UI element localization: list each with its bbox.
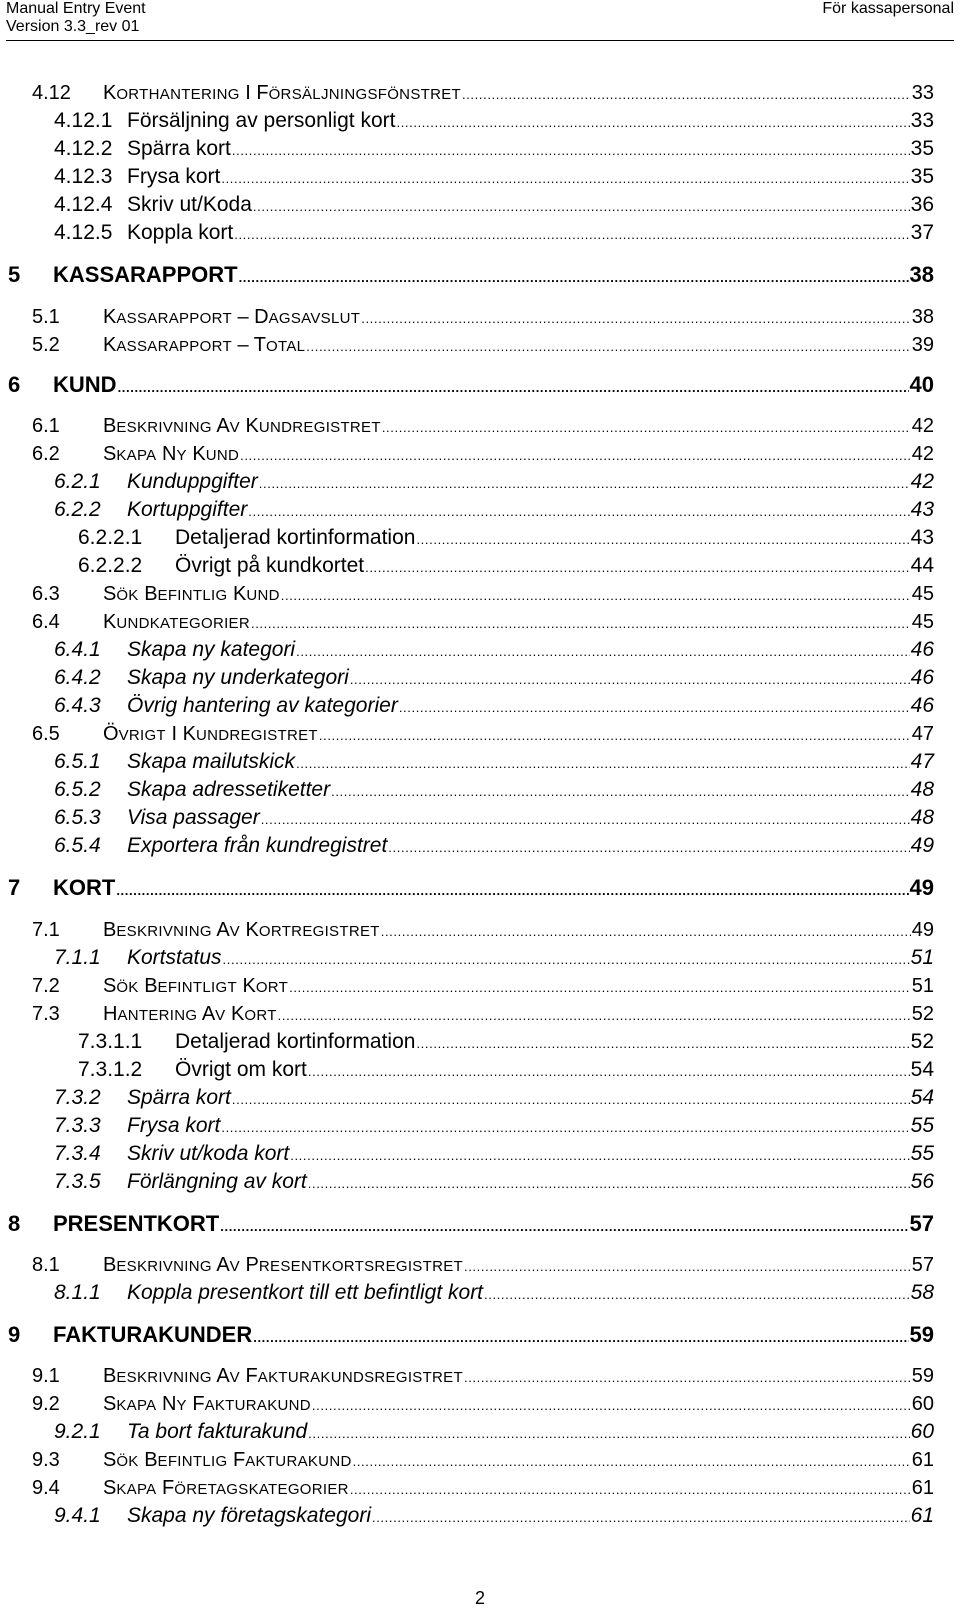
toc-dot-leader: [464, 1252, 911, 1280]
toc-entry[interactable]: [0, 1363, 960, 1389]
toc-entry-title: Skapa mailutskick: [127, 750, 296, 773]
toc-dot-leader: [388, 833, 909, 861]
toc-entry-line: [103, 304, 934, 332]
toc-entry-page: 61: [910, 1504, 934, 1527]
toc-entry-title: Övrig hantering av kategorier: [127, 694, 398, 717]
toc-entry-page: 44: [910, 554, 934, 577]
toc-entry-number: 6.4.3: [54, 694, 101, 717]
toc-entry[interactable]: [0, 192, 960, 218]
toc-entry-line: [127, 1419, 934, 1447]
toc-dot-leader: [308, 1419, 909, 1447]
toc-entry-page: 46: [910, 694, 934, 717]
toc-entry-page: 33: [911, 82, 934, 104]
toc-entry[interactable]: [0, 805, 960, 831]
toc-dot-leader: [319, 721, 911, 749]
toc-entry-page: 45: [911, 583, 934, 605]
toc-dot-leader: [278, 1001, 911, 1029]
toc-entry-page: 61: [911, 1449, 934, 1471]
toc-dot-leader: [253, 1322, 908, 1351]
toc-entry-line: [175, 1029, 934, 1057]
toc-entry-page: 39: [911, 334, 934, 356]
toc-entry-title: Detaljerad kortinformation: [175, 1030, 416, 1053]
toc-entry-page: 46: [910, 666, 934, 689]
toc-entry[interactable]: [0, 875, 960, 901]
toc-entry-page: 51: [910, 946, 934, 969]
toc-entry[interactable]: [0, 945, 960, 971]
toc-entry[interactable]: [0, 1141, 960, 1167]
toc-entry[interactable]: [0, 262, 960, 288]
toc-dot-leader: [308, 1169, 910, 1197]
toc-entry-line: [103, 1391, 934, 1419]
toc-entry[interactable]: [0, 973, 960, 999]
toc-dot-leader: [296, 637, 910, 665]
toc-entry-number: 7.1: [32, 919, 60, 941]
toc-entry-page: 61: [911, 1477, 934, 1499]
toc-entry[interactable]: [0, 581, 960, 607]
toc-entry-line: [53, 1211, 934, 1240]
toc-dot-leader: [416, 1029, 909, 1057]
toc-entry-number: 7.2: [32, 975, 60, 997]
toc-entry-line: [175, 1057, 934, 1085]
toc-entry-line: [175, 525, 934, 553]
toc-entry[interactable]: [0, 1503, 960, 1529]
toc-entry[interactable]: [0, 1322, 960, 1348]
toc-entry-title: Kortstatus: [127, 946, 222, 969]
toc-dot-leader: [240, 441, 911, 469]
page-number: 2: [474, 1588, 485, 1608]
toc-entry-page: 54: [910, 1086, 934, 1109]
toc-entry-line: [127, 665, 934, 693]
toc-dot-leader: [331, 777, 910, 805]
toc-entry-page: 57: [909, 1211, 934, 1236]
toc-entry-line: [53, 1322, 934, 1351]
toc-entry[interactable]: [0, 1475, 960, 1501]
toc-entry-number: 5.2: [32, 334, 60, 356]
toc-entry-number: 4.12.5: [54, 221, 113, 244]
toc-entry-title: KUND: [53, 372, 117, 397]
toc-entry-line: [103, 413, 934, 441]
toc-entry[interactable]: [0, 637, 960, 663]
toc-entry-title: Frysa kort: [127, 1114, 221, 1137]
toc-entry[interactable]: [0, 1113, 960, 1139]
toc-entry-line: [103, 581, 934, 609]
toc-entry-page: 43: [910, 526, 934, 549]
toc-entry-number: 7.3.2: [54, 1086, 101, 1109]
toc-entry-page: 60: [910, 1420, 934, 1443]
toc-entry-title: Koppla kort: [127, 221, 234, 244]
toc-entry-line: [103, 1363, 934, 1391]
toc-entry-line: [103, 1001, 934, 1029]
toc-entry[interactable]: [0, 441, 960, 467]
toc-entry-line: [127, 1280, 934, 1308]
toc-entry-title: Kunduppgifter: [127, 470, 258, 493]
toc-entry-page: 35: [910, 165, 934, 188]
header-left: [6, 0, 146, 36]
toc-entry-number: 7.3.3: [54, 1114, 101, 1137]
toc-entry-page: 36: [910, 193, 934, 216]
toc-entry-title: Skriv ut/Koda: [127, 193, 252, 216]
toc-entry[interactable]: [0, 304, 960, 330]
toc-entry-number: 4.12.2: [54, 137, 113, 160]
toc-entry-line: [127, 1141, 934, 1169]
toc-entry-page: 54: [910, 1058, 934, 1081]
toc-dot-leader: [290, 1141, 909, 1169]
toc-dot-leader: [372, 1503, 910, 1531]
toc-entry-title: Skapa ny underkategori: [127, 666, 349, 689]
toc-entry[interactable]: [0, 497, 960, 523]
toc-dot-leader: [462, 80, 911, 108]
toc-entry[interactable]: [0, 1419, 960, 1445]
toc-entry-line: [53, 372, 934, 401]
toc-entry-page: 42: [910, 470, 934, 493]
toc-entry-line: [127, 833, 934, 861]
toc-entry-number: 7.1.1: [54, 946, 101, 969]
toc-entry-number: 6.5: [32, 723, 60, 745]
toc-dot-leader: [253, 192, 910, 220]
toc-dot-leader: [353, 1447, 911, 1475]
toc-entry-number: 4.12: [32, 82, 71, 104]
toc-entry-title: Övrigt på kundkortet: [175, 554, 365, 577]
toc-entry-line: [127, 497, 934, 525]
toc-entry-title: PRESENTKORT: [53, 1211, 220, 1236]
toc-entry[interactable]: [0, 469, 960, 495]
toc-entry-page: 47: [910, 750, 934, 773]
toc-entry-line: [127, 1085, 934, 1113]
toc-entry-number: 6.5.1: [54, 750, 101, 773]
toc-dot-leader: [232, 1085, 910, 1113]
toc-entry-title: KORT: [53, 875, 116, 900]
toc-entry-line: [127, 1113, 934, 1141]
toc-entry-line: [103, 973, 934, 1001]
toc-entry[interactable]: [0, 413, 960, 439]
toc-entry-title: Övrigt om kort: [175, 1058, 307, 1081]
toc-entry-title: Förlängning av kort: [127, 1170, 307, 1193]
toc-entry-line: [175, 553, 934, 581]
toc-entry[interactable]: [0, 1280, 960, 1306]
toc-entry-number: 6.4.1: [54, 638, 101, 661]
toc-entry-page: 49: [909, 875, 934, 900]
toc-entry[interactable]: [0, 164, 960, 190]
toc-entry-line: [103, 1447, 934, 1475]
toc-dot-leader: [248, 497, 909, 525]
toc-entry-line: [103, 1252, 934, 1280]
toc-entry[interactable]: [0, 777, 960, 803]
toc-entry-line: [127, 136, 934, 164]
toc-dot-leader: [221, 1113, 909, 1141]
header-audience: För kassapersonal: [822, 0, 954, 17]
toc-entry-title: FAKTURAKUNDER: [53, 1322, 253, 1347]
toc-entry-title: Detaljerad kortinformation: [175, 526, 416, 549]
toc-entry-line: [127, 220, 934, 248]
toc-entry-title: SÖK BEFINTLIGT KORT: [103, 975, 289, 997]
toc-entry-line: [103, 1475, 934, 1503]
toc-entry-number: 6.5.3: [54, 806, 101, 829]
toc-entry-number: 9.4: [32, 1477, 60, 1499]
toc-dot-leader: [239, 262, 909, 291]
toc-entry-title: ÖVRIGT I KUNDREGISTRET: [103, 723, 318, 745]
toc-entry-page: 37: [910, 221, 934, 244]
toc-entry[interactable]: [0, 1169, 960, 1195]
toc-dot-leader: [251, 609, 911, 637]
toc-entry-title: BESKRIVNING AV FAKTURAKUNDSREGISTRET: [103, 1365, 463, 1387]
toc-entry-number: 7.3.1.2: [78, 1058, 143, 1081]
toc-entry-line: [127, 1503, 934, 1531]
toc-entry-page: 52: [910, 1030, 934, 1053]
toc-dot-leader: [365, 553, 910, 581]
toc-dot-leader: [261, 805, 910, 833]
toc-dot-leader: [382, 413, 911, 441]
toc-entry-title: Skapa adressetiketter: [127, 778, 331, 801]
toc-entry-number: 6.2.2: [54, 498, 101, 521]
toc-dot-leader: [289, 973, 911, 1001]
toc-entry-line: [127, 749, 934, 777]
toc-entry-page: 48: [910, 806, 934, 829]
toc-entry-line: [127, 108, 934, 136]
toc-entry-line: [127, 1169, 934, 1197]
toc-entry-page: 38: [909, 262, 934, 287]
toc-dot-leader: [308, 1057, 910, 1085]
toc-entry-page: 59: [909, 1322, 934, 1347]
toc-entry-title: BESKRIVNING AV KORTREGISTRET: [103, 919, 380, 941]
toc-entry[interactable]: [0, 1391, 960, 1417]
toc-entry-line: [103, 80, 934, 108]
toc-entry-page: 38: [911, 306, 934, 328]
toc-entry[interactable]: [0, 108, 960, 134]
toc-entry-number: 6.5.2: [54, 778, 101, 801]
toc-entry-line: [53, 875, 934, 904]
toc-entry-line: [127, 693, 934, 721]
toc-dot-leader: [221, 164, 909, 192]
toc-entry-number: 6.3: [32, 583, 60, 605]
toc-entry-title: Koppla presentkort till ett befintligt kort: [127, 1281, 484, 1304]
toc-entry-title: Skapa ny kategori: [127, 638, 296, 661]
toc-entry-number: 4.12.3: [54, 165, 113, 188]
toc-entry-title: KASSARAPPORT – TOTAL: [103, 334, 306, 356]
toc-entry-number: 6.2.1: [54, 470, 101, 493]
toc-entry-title: Försäljning av personligt kort: [127, 109, 396, 132]
toc-entry[interactable]: [0, 80, 960, 106]
toc-entry-number: 6.2: [32, 443, 60, 465]
toc-entry[interactable]: [0, 525, 960, 551]
toc-entry-page: 49: [911, 919, 934, 941]
toc-entry-title: SKAPA NY FAKTURAKUND: [103, 1393, 311, 1415]
toc-entry-title: Spärra kort: [127, 137, 231, 160]
toc-entry-title: HANTERING AV KORT: [103, 1003, 277, 1025]
toc-entry-line: [127, 805, 934, 833]
toc-entry[interactable]: [0, 220, 960, 246]
toc-entry-line: [103, 917, 934, 945]
toc-entry[interactable]: [0, 1057, 960, 1083]
toc-dot-leader: [464, 1363, 911, 1391]
toc-dot-leader: [381, 917, 911, 945]
toc-entry-number: 9.2: [32, 1393, 60, 1415]
toc-entry-page: 42: [911, 443, 934, 465]
toc-entry-number: 7: [8, 875, 21, 900]
toc-entry-number: 4.12.1: [54, 109, 113, 132]
toc-entry[interactable]: [0, 1085, 960, 1111]
toc-entry-page: 51: [911, 975, 934, 997]
toc-entry[interactable]: [0, 1447, 960, 1473]
toc-entry[interactable]: [0, 1211, 960, 1237]
toc-entry[interactable]: [0, 833, 960, 859]
toc-entry[interactable]: [0, 917, 960, 943]
toc-entry-title: SÖK BEFINTLIG KUND: [103, 583, 280, 605]
toc-entry-number: 7.3: [32, 1003, 60, 1025]
toc-entry-number: 6.5.4: [54, 834, 101, 857]
toc-entry-number: 6.2.2.1: [78, 526, 143, 549]
toc-entry-page: 59: [911, 1365, 934, 1387]
toc-entry[interactable]: [0, 553, 960, 579]
toc-entry-title: SKAPA FÖRETAGSKATEGORIER: [103, 1477, 349, 1499]
toc-dot-leader: [118, 372, 909, 401]
toc-entry[interactable]: [0, 693, 960, 719]
toc-entry-page: 45: [911, 611, 934, 633]
toc-entry[interactable]: [0, 136, 960, 162]
toc-entry-page: 57: [911, 1254, 934, 1276]
toc-entry[interactable]: [0, 372, 960, 398]
toc-entry-number: 9: [8, 1322, 21, 1347]
toc-entry[interactable]: [0, 1252, 960, 1278]
toc-entry-number: 5: [8, 262, 21, 287]
toc-entry-number: 7.3.4: [54, 1142, 101, 1165]
toc-entry-line: [103, 609, 934, 637]
toc-entry-line: [127, 164, 934, 192]
toc-entry[interactable]: [0, 1029, 960, 1055]
toc-entry[interactable]: [0, 665, 960, 691]
toc-dot-leader: [281, 581, 911, 609]
toc-entry-page: 52: [911, 1003, 934, 1025]
toc-entry-number: 9.4.1: [54, 1504, 101, 1527]
toc-entry-number: 4.12.4: [54, 193, 113, 216]
toc-dot-leader: [350, 665, 910, 693]
toc-entry-page: 55: [910, 1142, 934, 1165]
toc-entry-number: 7.3.5: [54, 1170, 101, 1193]
toc-entry[interactable]: [0, 1001, 960, 1027]
toc-entry-page: 33: [910, 109, 934, 132]
toc-dot-leader: [312, 1391, 911, 1419]
toc-dot-leader: [484, 1280, 910, 1308]
toc-entry-title: Exportera från kundregistret: [127, 834, 388, 857]
toc-dot-leader: [350, 1475, 911, 1503]
toc-entry-title: Ta bort fakturakund: [127, 1420, 308, 1443]
toc-entry-number: 5.1: [32, 306, 60, 328]
toc-dot-leader: [259, 469, 910, 497]
toc-entry-number: 6.4: [32, 611, 60, 633]
toc-entry-line: [127, 192, 934, 220]
toc-entry-page: 43: [910, 498, 934, 521]
toc-entry-page: 55: [910, 1114, 934, 1137]
toc-entry-page: 40: [909, 372, 934, 397]
toc-dot-leader: [220, 1211, 908, 1240]
toc-entry-number: 9.2.1: [54, 1420, 101, 1443]
document-version: Version 3.3_rev 01: [6, 18, 140, 35]
toc-dot-leader: [116, 875, 908, 904]
toc-entry-title: Skapa ny företagskategori: [127, 1504, 371, 1527]
toc-entry-title: Frysa kort: [127, 165, 221, 188]
toc-entry-line: [127, 637, 934, 665]
toc-dot-leader: [399, 693, 910, 721]
toc-entry-number: 7.3.1.1: [78, 1030, 143, 1053]
toc-entry[interactable]: [0, 332, 960, 358]
toc-entry-title: BESKRIVNING AV PRESENTKORTSREGISTRET: [103, 1254, 463, 1276]
toc-entry-page: 49: [910, 834, 934, 857]
toc-dot-leader: [306, 332, 910, 360]
toc-entry-line: [53, 262, 934, 291]
toc-entry-number: 8.1: [32, 1254, 60, 1276]
toc-entry-page: 46: [910, 638, 934, 661]
toc-entry-page: 60: [911, 1393, 934, 1415]
toc-dot-leader: [234, 220, 909, 248]
toc-entry-page: 47: [911, 723, 934, 745]
toc-dot-leader: [396, 108, 909, 136]
toc-dot-leader: [416, 525, 909, 553]
toc-entry-number: 8: [8, 1211, 21, 1236]
toc-dot-leader: [232, 136, 910, 164]
toc-entry-title: KUNDKATEGORIER: [103, 611, 250, 633]
toc-entry-page: 56: [910, 1170, 934, 1193]
toc-entry-title: KORTHANTERING I FÖRSÄLJNINGSFÖNSTRET: [103, 82, 461, 104]
toc-entry-number: 9.3: [32, 1449, 60, 1471]
toc-entry-title: SKAPA NY KUND: [103, 443, 240, 465]
toc-entry-page: 42: [911, 415, 934, 437]
toc-entry-title: Skriv ut/koda kort: [127, 1142, 290, 1165]
toc-entry-line: [127, 469, 934, 497]
toc-entry-page: 48: [910, 778, 934, 801]
toc-entry-number: 8.1.1: [54, 1281, 101, 1304]
toc-dot-leader: [361, 304, 911, 332]
toc-entry-page: 35: [910, 137, 934, 160]
toc-entry-number: 9.1: [32, 1365, 60, 1387]
toc-entry-line: [103, 332, 934, 360]
toc-entry-number: 6.2.2.2: [78, 554, 143, 577]
toc-entry-number: 6.4.2: [54, 666, 101, 689]
toc-entry[interactable]: [0, 721, 960, 747]
toc-entry-line: [103, 721, 934, 749]
toc-entry-title: Visa passager: [127, 806, 260, 829]
toc-dot-leader: [296, 749, 910, 777]
toc-entry-title: BESKRIVNING AV KUNDREGISTRET: [103, 415, 381, 437]
toc-entry-title: KASSARAPPORT: [53, 262, 238, 287]
document-title: Manual Entry Event: [6, 0, 146, 17]
toc-entry[interactable]: [0, 609, 960, 635]
toc-entry-title: Kortuppgifter: [127, 498, 248, 521]
toc-dot-leader: [223, 945, 910, 973]
toc-entry[interactable]: [0, 749, 960, 775]
toc-entry-line: [127, 945, 934, 973]
header-divider: [6, 40, 954, 41]
toc-entry-line: [103, 441, 934, 469]
toc-entry-page: 58: [910, 1281, 934, 1304]
toc-entry-number: 6: [8, 372, 21, 397]
toc-entry-number: 6.1: [32, 415, 60, 437]
toc-entry-title: KASSARAPPORT – DAGSAVSLUT: [103, 306, 361, 328]
toc-entry-title: SÖK BEFINTLIG FAKTURAKUND: [103, 1449, 352, 1471]
toc-entry-title: Spärra kort: [127, 1086, 231, 1109]
toc-entry-line: [127, 777, 934, 805]
